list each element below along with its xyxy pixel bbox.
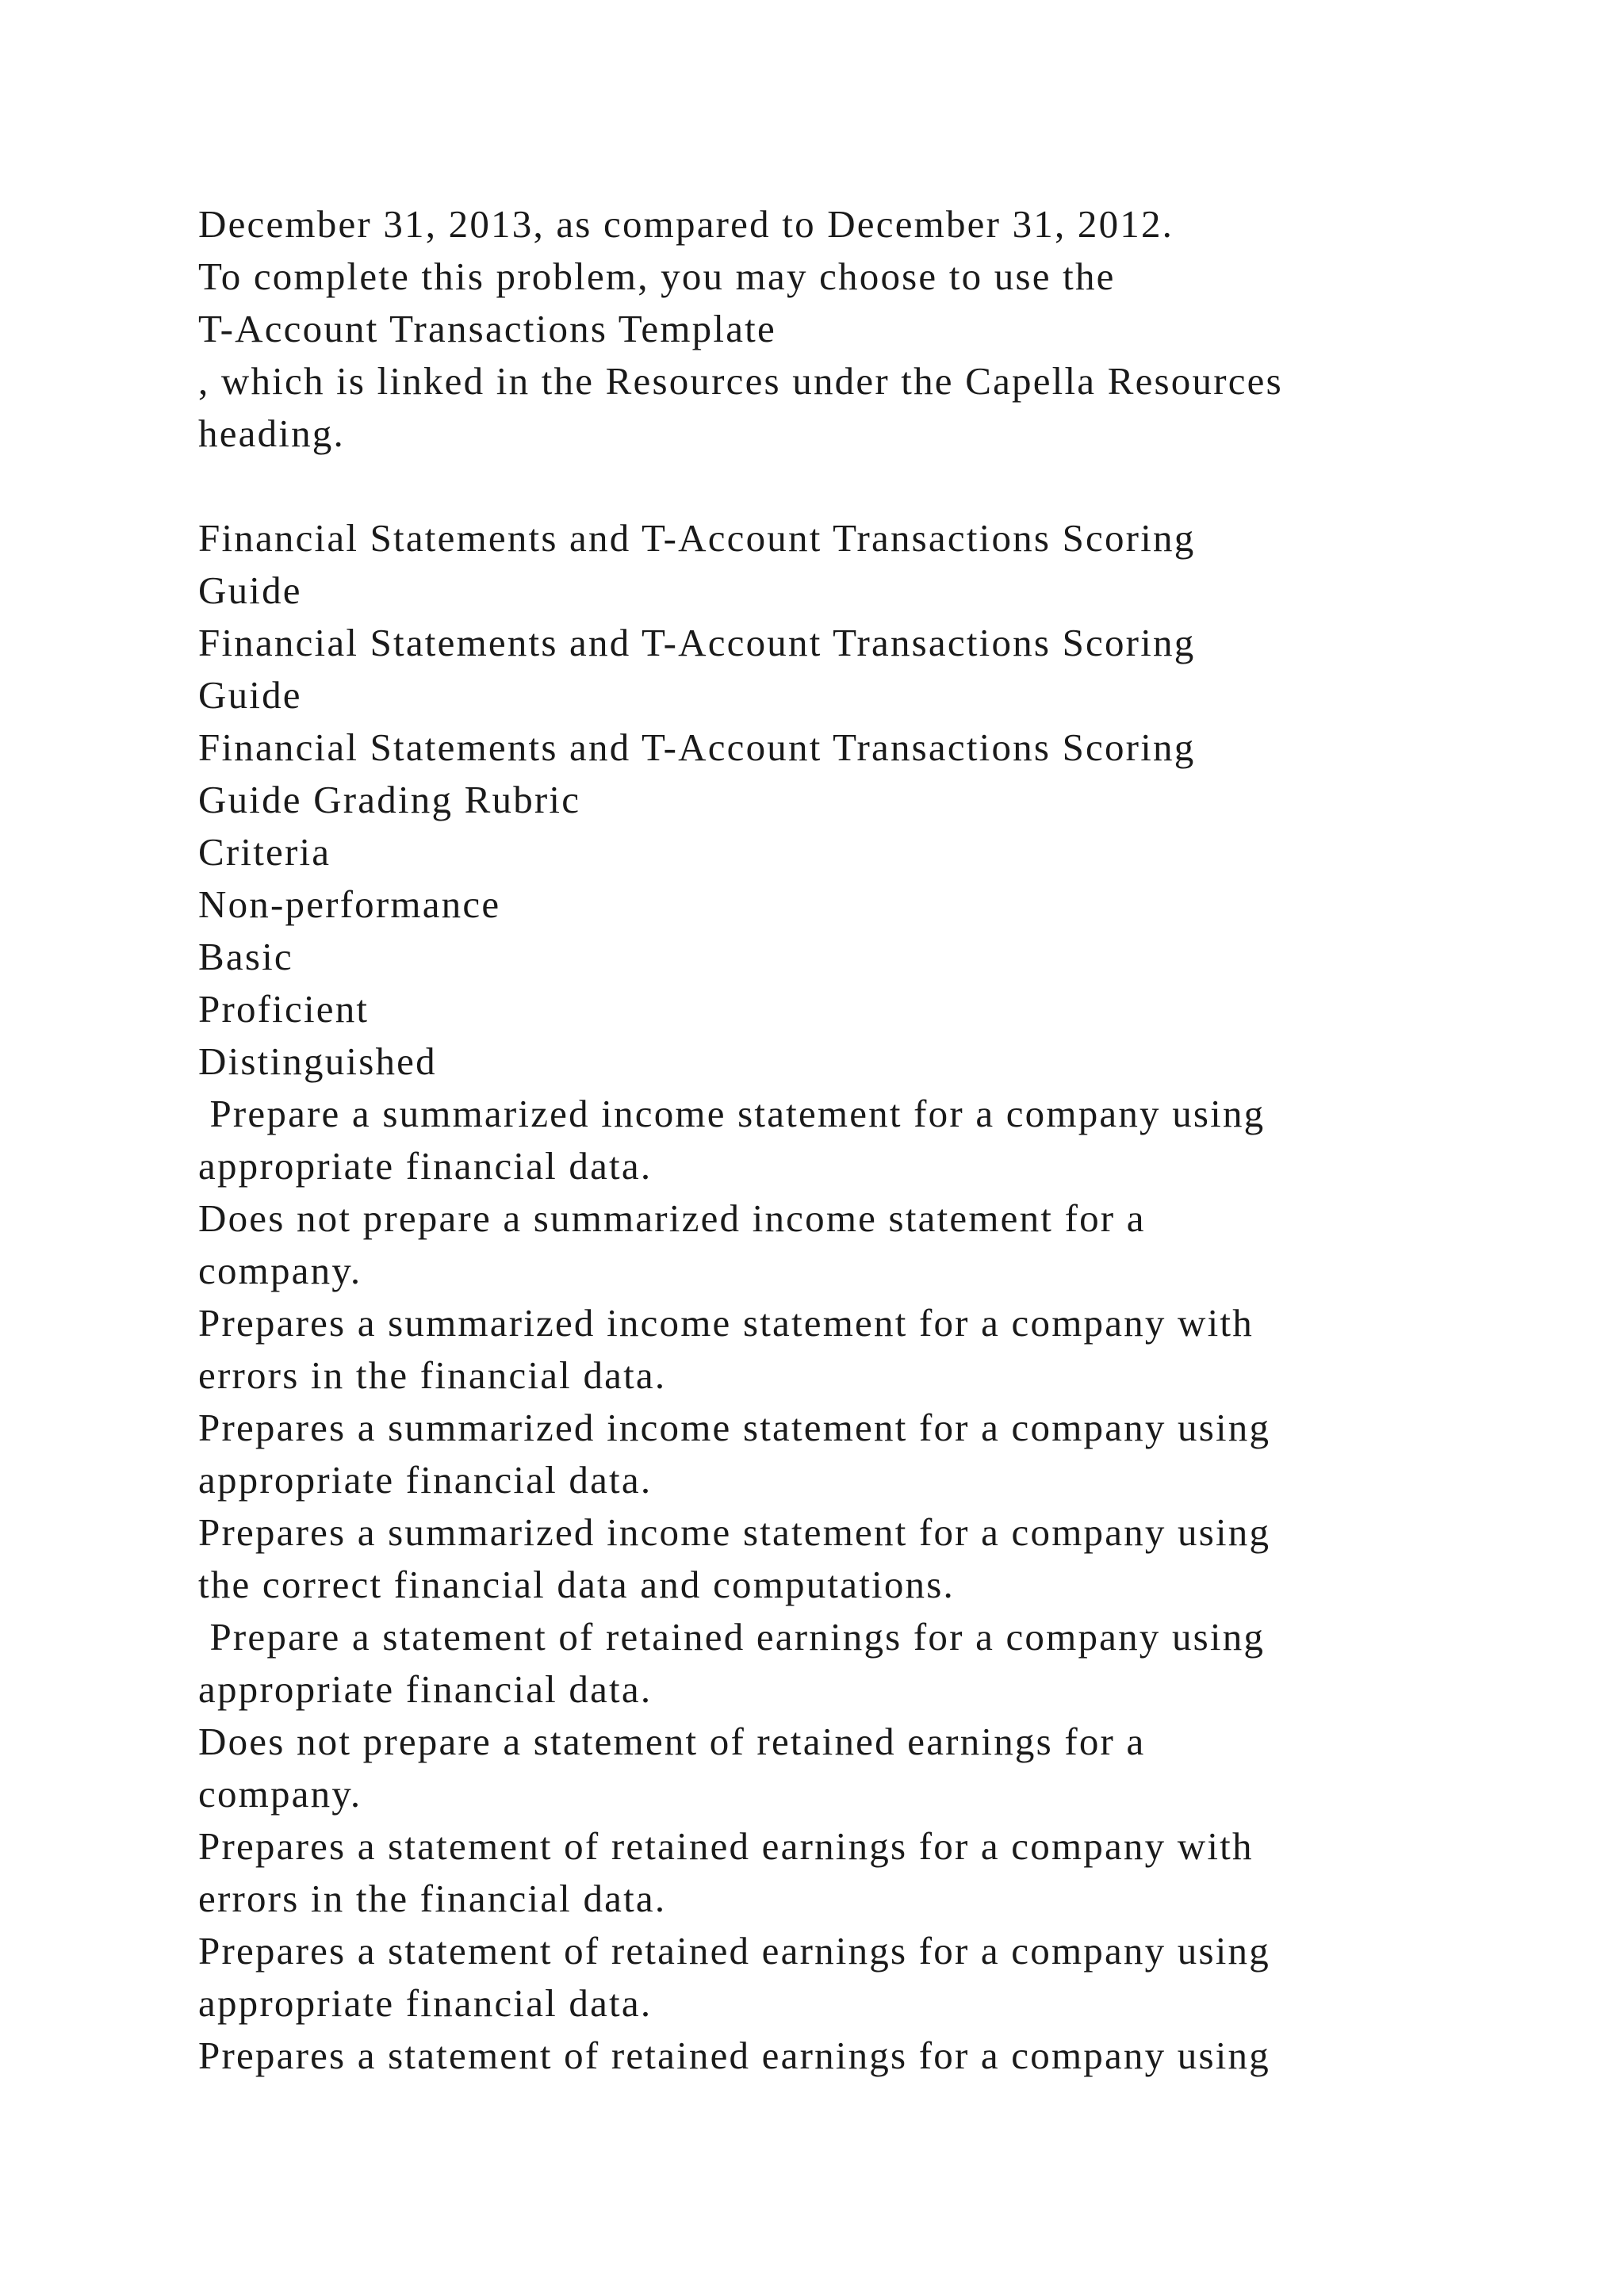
rubric-title-line: Financial Statements and T-Account Transactions Scoring xyxy=(198,516,1196,560)
rubric-criterion: Prepare a summarized income statement for a company using xyxy=(198,1092,1266,1135)
rubric-title-line: Guide xyxy=(198,568,302,612)
rubric-level-text: errors in the financial data. xyxy=(198,1877,667,1920)
rubric-level-text: Does not prepare a statement of retained earnings for a xyxy=(198,1720,1146,1763)
rubric-level-text: Does not prepare a summarized income statement for a xyxy=(198,1196,1146,1240)
rubric-level-text: company. xyxy=(198,1772,362,1816)
rubric-title-line: Financial Statements and T-Account Transactions Scoring xyxy=(198,621,1196,664)
rubric-level-text: Prepares a summarized income statement for a company using xyxy=(198,1510,1271,1554)
paragraph-break xyxy=(198,460,1467,512)
rubric-title-line: Guide Grading Rubric xyxy=(198,778,581,821)
rubric-criterion: appropriate financial data. xyxy=(198,1144,653,1188)
rubric-level-text: Prepares a statement of retained earnings for a company with xyxy=(198,1824,1254,1868)
document-body xyxy=(198,198,1467,2082)
text-line: T-Account Transactions Template xyxy=(198,307,776,350)
rubric-level-text: the correct financial data and computations. xyxy=(198,1563,955,1606)
rubric-column-header: Distinguished xyxy=(198,1039,437,1083)
text-line: To complete this problem, you may choose to use the xyxy=(198,254,1116,298)
rubric-criterion: appropriate financial data. xyxy=(198,1667,653,1711)
text-line: heading. xyxy=(198,411,345,455)
rubric-level-text: errors in the financial data. xyxy=(198,1353,667,1397)
rubric-criterion: Prepare a statement of retained earnings for a company using xyxy=(198,1615,1266,1659)
rubric-level-text: Prepares a statement of retained earnings for a company using xyxy=(198,1929,1270,1973)
text-line: December 31, 2013, as compared to December 31, 2012. xyxy=(198,202,1174,246)
rubric-level-text: Prepares a statement of retained earnings for a company using xyxy=(198,2034,1270,2077)
rubric-title-line: Guide xyxy=(198,673,302,717)
rubric-level-text: Prepares a summarized income statement for a company with xyxy=(198,1301,1254,1345)
rubric-level-text: company. xyxy=(198,1249,362,1292)
rubric-title-line: Financial Statements and T-Account Transactions Scoring xyxy=(198,725,1196,769)
rubric-level-text: appropriate financial data. xyxy=(198,1981,653,2025)
rubric-column-header: Basic xyxy=(198,935,293,978)
rubric-column-header: Criteria xyxy=(198,830,331,874)
rubric-column-header: Proficient xyxy=(198,987,370,1031)
rubric-column-header: Non-performance xyxy=(198,882,501,926)
rubric-level-text: appropriate financial data. xyxy=(198,1458,653,1502)
text-line: , which is linked in the Resources under the Capella Resources xyxy=(198,359,1283,403)
rubric-level-text: Prepares a summarized income statement for a company using xyxy=(198,1406,1271,1449)
